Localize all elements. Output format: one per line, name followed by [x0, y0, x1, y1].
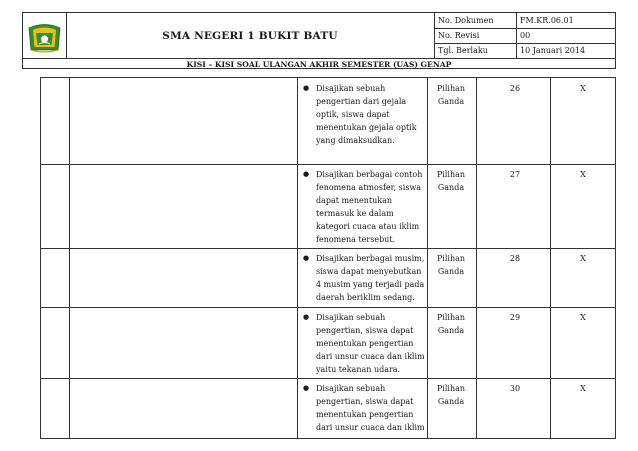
meta-value: 00 [520, 31, 531, 40]
meta-row-document-number [434, 13, 615, 29]
indicator-cell [303, 168, 425, 246]
indicator-cell [303, 82, 425, 147]
bullet-icon: ● [303, 254, 310, 262]
mark-cell: X [580, 384, 586, 393]
indicator-cell [303, 382, 425, 434]
meta-value: 10 Januari 2014 [520, 46, 586, 55]
question-type-cell: Pilihan Ganda [436, 384, 466, 406]
mark-cell: X [580, 254, 586, 263]
question-type-cell: Pilihan Ganda [436, 84, 466, 106]
meta-row-revision [434, 28, 615, 44]
table-row [41, 164, 615, 248]
indicator-cell [303, 311, 425, 376]
bullet-icon: ● [303, 313, 310, 321]
indicator-text: Disajikan berbagai musim, siswa dapat menyebutkan 4 musim yang terjadi pada daerah beriklim sedang. [316, 254, 425, 302]
school-name: SMA NEGERI 1 BUKIT BATU [66, 13, 435, 58]
question-grid-table [40, 77, 616, 439]
mark-cell: X [580, 313, 586, 322]
indicator-text: Disajikan sebuah pengertian, siswa dapat menentukan pengertian dari unsur cuaca dan iklim [316, 384, 425, 432]
question-number-cell: 29 [509, 313, 521, 322]
meta-label: Tgl. Berlaku [438, 46, 488, 55]
question-number-cell: 30 [509, 384, 521, 393]
question-type-cell: Pilihan Ganda [436, 254, 466, 276]
school-emblem-icon [27, 20, 62, 53]
table-row [41, 307, 615, 378]
indicator-text: Disajikan berbagai contoh fenomena atmosfer, siswa dapat menentukan termasuk ke dalam kategori cuaca atau iklim fenomena tersebut. [316, 170, 423, 244]
mark-cell: X [580, 84, 586, 93]
document-header [22, 12, 616, 69]
bullet-icon: ● [303, 84, 310, 92]
bullet-icon: ● [303, 170, 310, 178]
table-row [41, 378, 615, 438]
question-number-cell: 28 [509, 254, 521, 263]
document-title: KISI – KISI SOAL ULANGAN AKHIR SEMESTER (UAS) GENAP [23, 58, 615, 70]
logo-cell [23, 13, 67, 58]
bullet-icon: ● [303, 384, 310, 392]
table-row [41, 248, 615, 307]
meta-label: No. Revisi [438, 31, 480, 40]
mark-cell: X [580, 170, 586, 179]
question-number-cell: 26 [509, 84, 521, 93]
indicator-text: Disajikan sebuah pengertian, siswa dapat menentukan pengertian dari unsur cuaca dan iklim yaitu tekanan udara. [316, 313, 425, 374]
question-number-cell: 27 [509, 170, 521, 179]
meta-row-effective-date [434, 43, 615, 58]
indicator-cell [303, 252, 425, 304]
meta-label: No. Dokumen [438, 16, 494, 25]
table-row [41, 78, 615, 164]
question-type-cell: Pilihan Ganda [436, 313, 466, 335]
meta-value: FM.KR.06.01 [520, 16, 574, 25]
indicator-text: Disajikan sebuah pengertian dari gejala optik, siswa dapat menentukan gejala optik yang dimaksudkan. [316, 84, 417, 145]
document-meta [434, 13, 615, 58]
question-type-cell: Pilihan Ganda [436, 170, 466, 192]
